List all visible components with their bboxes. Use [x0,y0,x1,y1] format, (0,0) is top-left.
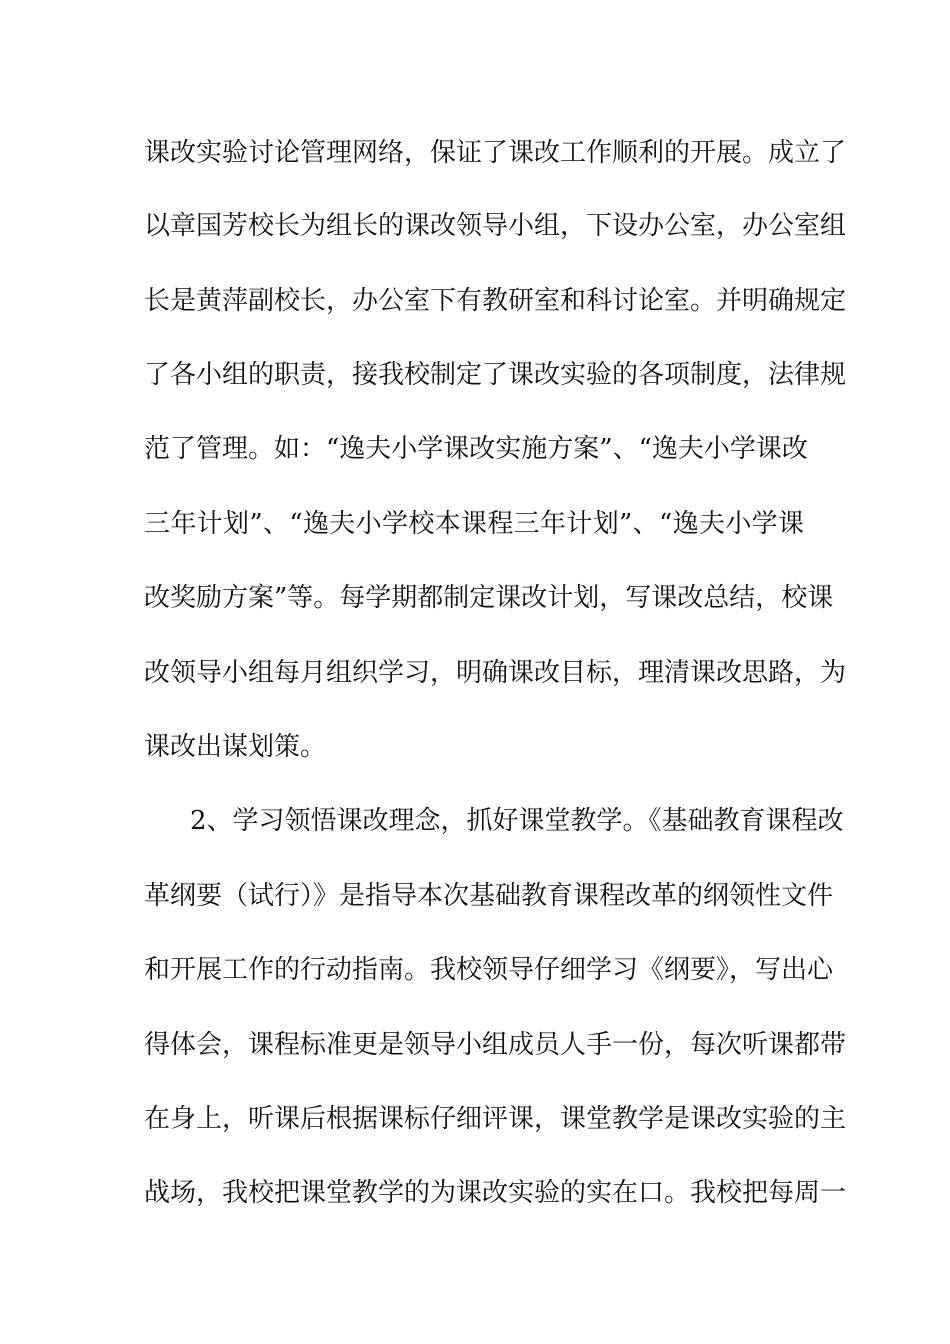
text-line-3: 长是黄萍副校长，办公室下有教研室和科讨论室。并明确规定 [144,286,847,316]
text-line-5: 范了管理。如：“逸夫小学课改实施方案”、“逸夫小学课改 [144,434,808,464]
text-line-9: 课改出谋划策。 [144,732,327,762]
text-line-13: 得体会，课程标准更是领导小组成员人手一份，每次听课都带 [144,1030,847,1060]
text-line-12: 和开展工作的行动指南。我校领导仔细学习《纲要》，写出心 [144,955,834,985]
text-line-1: 课改实验讨论管理网络，保证了课改工作顺利的开展。成立了 [144,138,847,168]
text-line-4: 了各小组的职责，接我校制定了课改实验的各项制度，法律规 [144,360,847,390]
text-line-2: 以章国芳校长为组长的课改领导小组，下设办公室，办公室组 [144,211,847,241]
text-line-14: 在身上，听课后根据课标仔细评课，课堂教学是课改实验的主 [144,1104,847,1134]
text-line-11: 革纲要（试行）》是指导本次基础教育课程改革的纲领性文件 [144,881,834,911]
text-line-6: 三年计划”、“逸夫小学校本课程三年计划”、“逸夫小学课 [144,509,804,539]
text-line-7: 改奖励方案”等。每学期都制定课改计划，写课改总结，校课 [144,583,834,613]
text-line-10: 2、学习领悟课改理念，抓好课堂教学。《基础教育课程改 [190,806,844,836]
text-line-8: 改领导小组每月组织学习，明确课改目标，理清课改思路，为 [144,658,847,688]
text-line-15: 战场，我校把课堂教学的为课改实验的实在口。我校把每周一 [144,1178,847,1208]
